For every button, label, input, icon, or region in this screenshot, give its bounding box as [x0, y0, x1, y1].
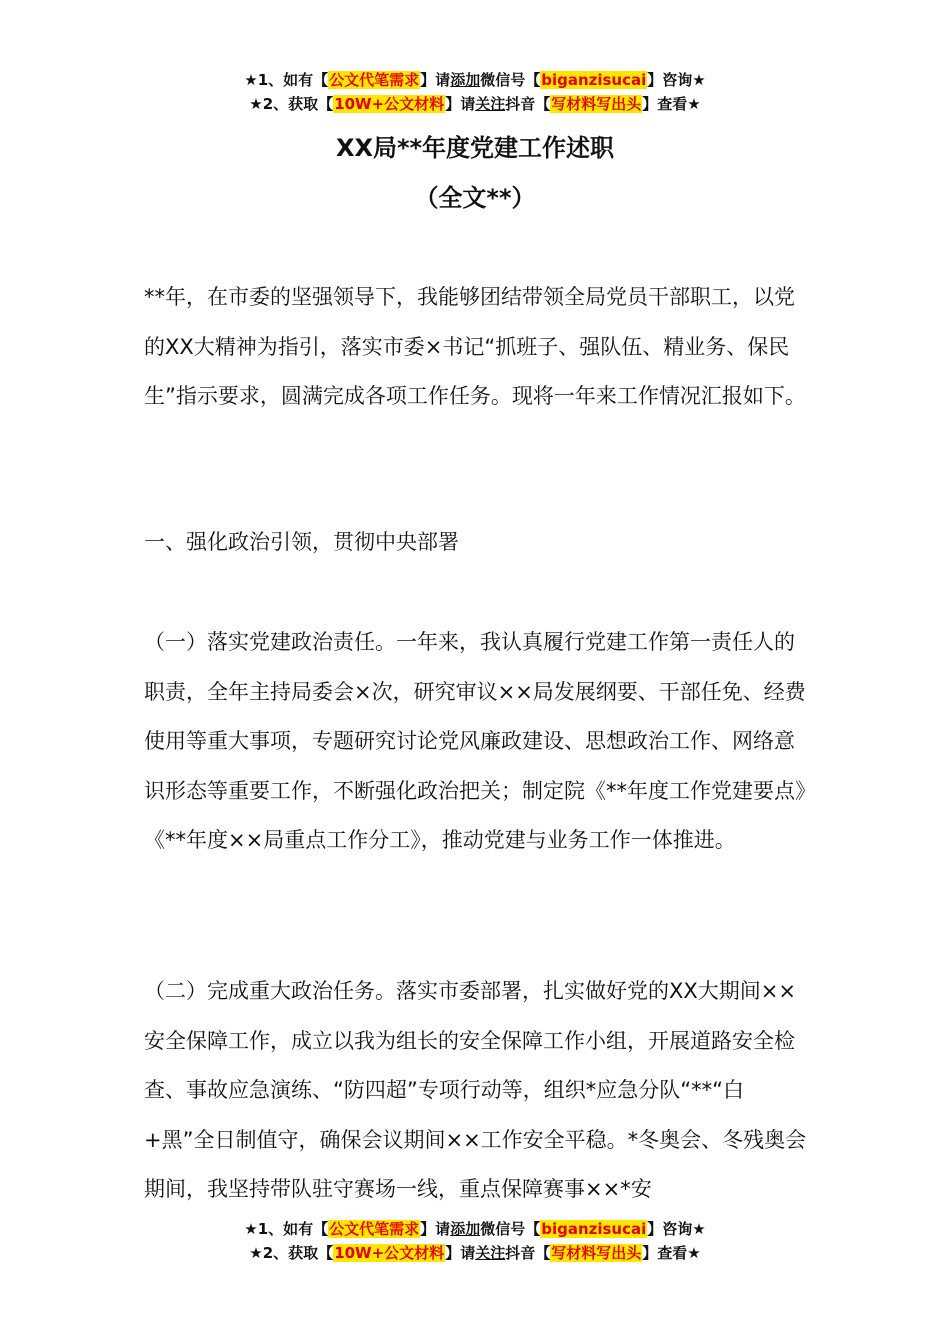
promo-text: 抖音【 — [505, 95, 551, 113]
promo-underline: 添加 — [450, 71, 481, 89]
promo-underline: 添加 — [450, 1220, 481, 1238]
promo-line-1 — [0, 1217, 950, 1241]
promo-text: 】请 — [445, 1244, 476, 1262]
promo-line-2 — [0, 92, 950, 116]
promo-text: ★2、获取【 — [249, 95, 334, 113]
promo-highlight: 10W+公文材料 — [334, 95, 445, 113]
promo-underline: 关注 — [475, 1244, 506, 1262]
promo-highlight: 公文代笔需求 — [329, 71, 420, 89]
promo-highlight: 公文代笔需求 — [329, 1220, 420, 1238]
promo-text: ★1、如有【 — [244, 71, 329, 89]
promo-highlight: biganzisucai — [541, 1220, 647, 1238]
promo-text: ★1、如有【 — [244, 1220, 329, 1238]
promo-text: 微信号【 — [480, 71, 541, 89]
promo-line-1 — [0, 68, 950, 92]
document-subtitle: （全文**） — [414, 184, 536, 212]
promo-highlight: 10W+公文材料 — [334, 1244, 445, 1262]
promo-text: 】咨询★ — [647, 71, 706, 89]
promo-banner-bottom — [0, 1217, 950, 1265]
promo-text: 】请 — [420, 1220, 451, 1238]
promo-banner-top — [0, 68, 950, 116]
promo-highlight: 写材料写出头 — [551, 95, 642, 113]
document-title: XX局**年度党建工作述职 — [335, 134, 615, 162]
promo-highlight: biganzisucai — [541, 71, 647, 89]
promo-text: 微信号【 — [480, 1220, 541, 1238]
promo-underline: 关注 — [475, 95, 506, 113]
section-heading-1: 一、强化政治引领，贯彻中央部署 — [144, 530, 459, 554]
promo-text: ★2、获取【 — [249, 1244, 334, 1262]
promo-text: 】请 — [445, 95, 476, 113]
promo-text: 】咨询★ — [647, 1220, 706, 1238]
promo-text: 】查看★ — [642, 1244, 701, 1262]
promo-line-2 — [0, 1241, 950, 1265]
promo-text: 】请 — [420, 71, 451, 89]
paragraph-item-1: （一）落实党建政治责任。一年来，我认真履行党建工作第一责任人的职责，全年主持局委会×次，研究审议××局发展纲要、干部任免、经费使用等重大事项，专题研究讨论党风廉政建设、思想政治工作、网络意识形态等重要工作，不断强化政治把关；制定院《**年度工作党建要点》《**年度××局重点工作分工》，推动党建与业务工作一体推进。 — [144, 630, 806, 852]
promo-highlight: 写材料写出头 — [551, 1244, 642, 1262]
promo-text: 抖音【 — [505, 1244, 551, 1262]
promo-text: 】查看★ — [642, 95, 701, 113]
paragraph-item-2: （二）完成重大政治任务。落实市委部署，扎实做好党的XX大期间××安全保障工作，成立以我为组长的安全保障工作小组，开展道路安全检查、事故应急演练、“防四超”专项行动等，组织*应急分队“**“白+黑”全日制值守，确保会议期间××工作安全平稳。*冬奥会、冬残奥会期间，我坚持带队驻守赛场一线，重点保障赛事××*安 — [144, 979, 807, 1201]
intro-paragraph: **年，在市委的坚强领导下，我能够团结带领全局党员干部职工，以党的XX大精神为指引，落实市委×书记“抓班子、强队伍、精业务、保民生”指示要求，圆满完成各项工作任务。现将一年来工作情况汇报如下。 — [144, 285, 806, 408]
